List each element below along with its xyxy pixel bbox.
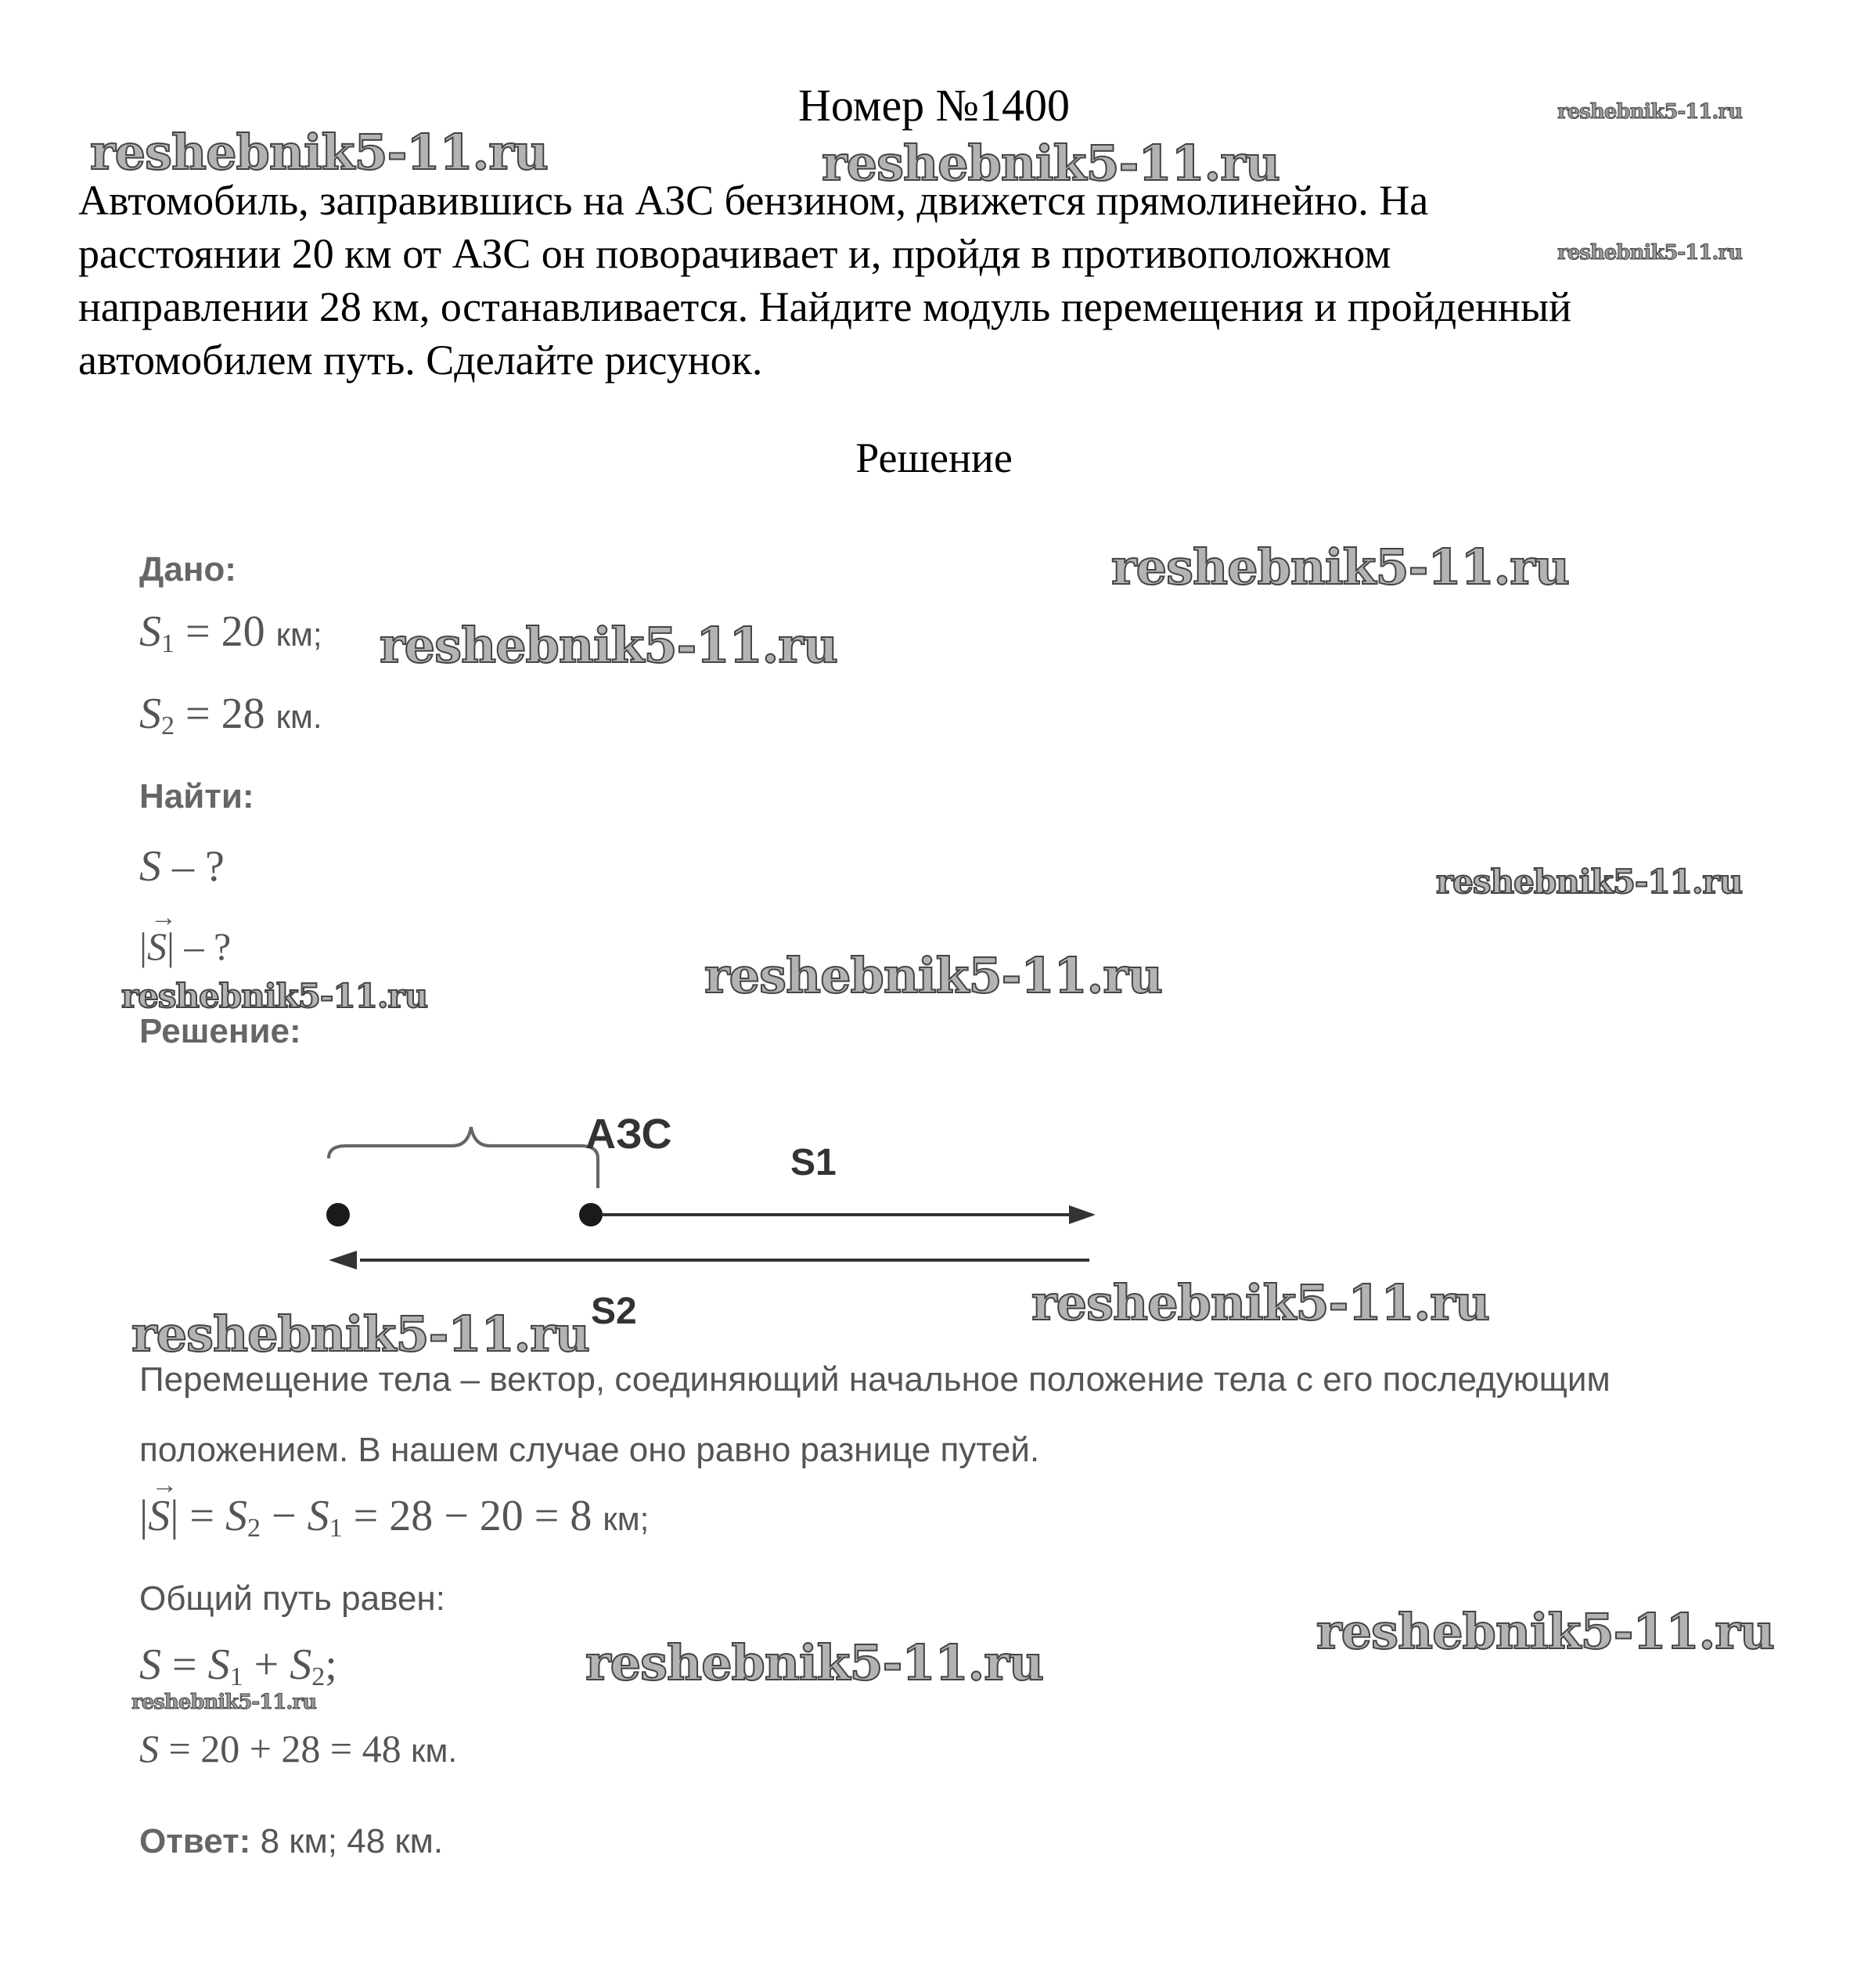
total-path-calc: S = 20 + 28 = 48 км. [139,1727,458,1770]
s1-label: S1 [790,1142,837,1183]
find-displacement: |→ S| – ? [139,924,231,969]
watermark: reshebnik5-11.ru [380,617,837,674]
problem-line: автомобилем путь. Сделайте рисунок. [78,337,763,384]
find-path: S – ? [139,842,225,891]
watermark: reshebnik5-11.ru [131,1691,317,1714]
station-label: АЗС [585,1111,672,1158]
find-path-suffix: – ? [172,842,225,891]
watermark: reshebnik5-11.ru [90,124,548,181]
watermark: reshebnik5-11.ru [1316,1603,1774,1660]
watermark: reshebnik5-11.ru [1031,1274,1489,1331]
given-s2-value: = 28 [185,690,265,738]
watermark: reshebnik5-11.ru [704,947,1162,1004]
distance-brace [329,1127,598,1188]
given-s2-unit: км. [275,698,322,735]
problem-line: расстоянии 20 км от АЗС он поворачивает и, пройдя в противоположном [78,230,1391,277]
solution-heading: Решение [855,434,1013,481]
displacement-formula: |→ $S| = S_2 - S_1 = 28 - 20 = 8$ км; [139,1491,649,1543]
problem-text [78,174,1800,387]
total-path-formula: $S = S_1 + S_2$; [139,1640,337,1691]
given-label: Дано: [139,550,236,589]
given-s1-unit: км; [275,616,322,653]
answer-value: 8 км; 48 км. [260,1822,444,1860]
given-s1-value: = 20 [185,607,265,656]
watermark: reshebnik5-11.ru [585,1634,1043,1691]
watermark: reshebnik5-11.ru [121,977,428,1015]
answer [139,1820,443,1864]
watermark: reshebnik5-11.ru [1557,100,1743,124]
end-point [326,1203,350,1226]
explanation-line: Перемещение тела – вектор, соединяющий начальное положение тела с его последующим [139,1360,1611,1399]
find-label: Найти: [139,777,254,816]
watermark: reshebnik5-11.ru [1557,241,1743,265]
watermark: reshebnik5-11.ru [131,1306,589,1363]
station-point [579,1203,603,1226]
explanation-line: положением. В нашем случае оно равно разнице путей. [139,1431,1040,1469]
s1-arrow-head [1069,1205,1096,1224]
problem-line: направлении 28 км, останавливается. Найдите модуль перемещения и пройденный [78,283,1572,330]
displacement-formula-values: = 28 − 20 = 8 [353,1492,592,1540]
problem-line: Автомобиль, заправившись на АЗС бензином, движется прямолинейно. На [78,177,1429,224]
watermark: reshebnik5-11.ru [822,135,1280,192]
s2-label: S2 [591,1291,637,1332]
displacement-formula-unit: км; [603,1500,650,1537]
total-path-calc-values: = 20 + 28 = 48 [168,1727,401,1770]
problem-title: Номер №1400 [797,80,1071,131]
given-s2: $S_2 = 28$ км. [139,690,322,740]
given-s1: $S_1 = 20$ км; [139,607,322,658]
solution-label: Решение: [139,1012,301,1050]
total-path-label: Общий путь равен: [139,1579,445,1618]
s2-arrow-head [329,1251,357,1270]
watermark: reshebnik5-11.ru [1436,863,1743,901]
find-displacement-suffix: | – ? [167,924,232,968]
answer-label: Ответ: [139,1822,251,1860]
watermark: reshebnik5-11.ru [1111,538,1569,596]
total-path-calc-unit: км. [411,1732,458,1769]
